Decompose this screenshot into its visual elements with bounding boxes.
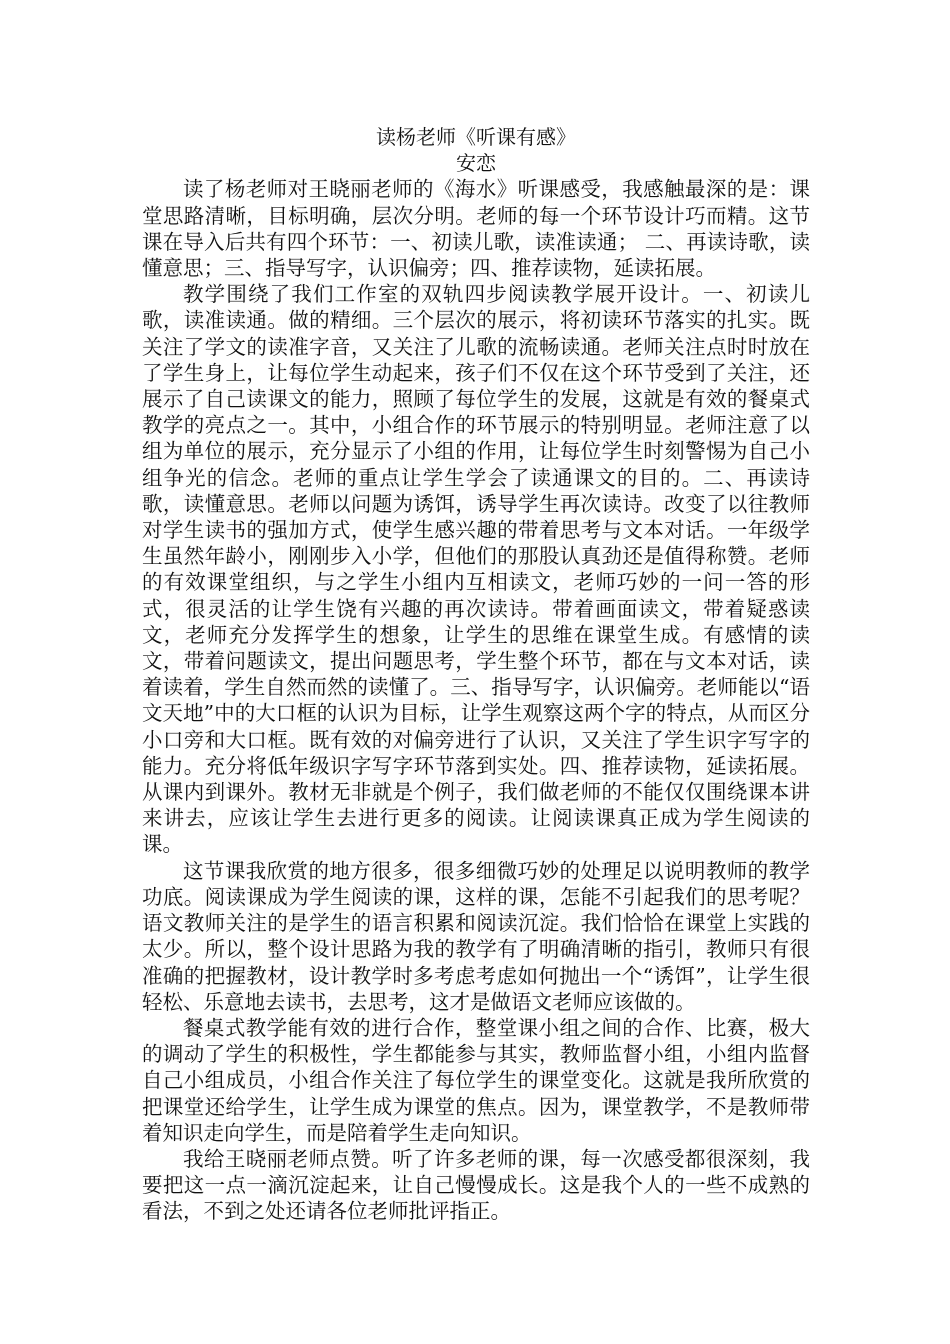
paragraph-4: 餐桌式教学能有效的进行合作，整堂课小组之间的合作、比赛，极大的调动了学生的积极性，学生都能参与其实，教师监督小组，小组内监督自己小组成员，小组合作关注了每位学生的课堂变化。这就是我所欣赏的把课堂还给学生，让学生成为课堂的焦点。因为，课堂教学，不是教师带着知识走向学生，而是陪着学生走向知识。 <box>142 1015 810 1145</box>
document-title: 读杨老师《听课有感》 <box>376 125 576 149</box>
paragraph-1: 读了杨老师对王晓丽老师的《海水》听课感受，我感触最深的是：课堂思路清晰，目标明确，层次分明。老师的每一个环节设计巧而精。这节课在导入后共有四个环节：一、初读儿歌，读准读通； 二、再读诗歌，读懂意思；三、指导写字，认识偏旁；四、推荐读物，延读拓展。 <box>142 177 810 281</box>
document-author: 安恋 <box>456 151 496 176</box>
document-page <box>142 124 810 1225</box>
paragraph-3: 这节课我欣赏的地方很多，很多细微巧妙的处理足以说明教师的教学功底。阅读课成为学生阅读的课，这样的课，怎能不引起我们的思考呢？语文教师关注的是学生的语言积累和阅读沉淀。我们恰恰在课堂上实践的太少。所以，整个设计思路为我的教学有了明确清晰的指引，教师只有很准确的把握教材，设计教学时多考虑考虑如何抛出一个“诱饵”，让学生很轻松、乐意地去读书，去思考，这才是做语文老师应该做的。 <box>142 858 810 1014</box>
paragraph-5: 我给王晓丽老师点赞。听了许多老师的课，每一次感受都很深刻，我要把这一点一滴沉淀起来，让自己慢慢成长。这是我个人的一些不成熟的看法，不到之处还请各位老师批评指正。 <box>142 1146 810 1224</box>
paragraph-2: 教学围绕了我们工作室的双轨四步阅读教学展开设计。一、初读儿歌，读准读通。做的精细。三个层次的展示，将初读环节落实的扎实。既关注了学文的读准字音，又关注了儿歌的流畅读通。老师关注点时时放在了学生身上，让每位学生动起来，孩子们不仅在这个环节受到了关注，还展示了自己读课文的能力，照顾了每位学生的发展，这就是有效的餐桌式教学的亮点之一。其中，小组合作的环节展示的特别明显。老师注意了以组为单位的展示，充分显示了小组的作用，让每位学生时刻警惕为自己小组争光的信念。老师的重点让学生学会了读通课文的目的。二、再读诗歌，读懂意思。老师以问题为诱饵，诱导学生再次读诗。改变了以往教师对学生读书的强加方式，使学生感兴趣的带着思考与文本对话。一年级学生虽然年龄小，刚刚步入小学，但他们的那股认真劲还是值得称赞。老师的有效课堂组织，与之学生小组内互相读文，老师巧妙的一问一答的形式，很灵活的让学生饶有兴趣的再次读诗。带着画面读文，带着疑惑读文，老师充分发挥学生的想象，让学生的思维在课堂生成。有感情的读文，带着问题读文，提出问题思考，学生整个环节，都在与文本对话，读着读着，学生自然而然的读懂了。三、指导写字，认识偏旁。老师能以“语文天地”中的大口框的认识为目标，让学生观察这两个字的特点，从而区分小口旁和大口框。既有效的对偏旁进行了认识，又关注了学生识字写字的能力。充分将低年级识字写字环节落到实处。四、推荐读物，延读拓展。从课内到课外。教材无非就是个例子，我们做老师的不能仅仅围绕课本讲来讲去，应该让学生去进行更多的阅读。让阅读课真正成为学生阅读的课。 <box>142 282 810 857</box>
